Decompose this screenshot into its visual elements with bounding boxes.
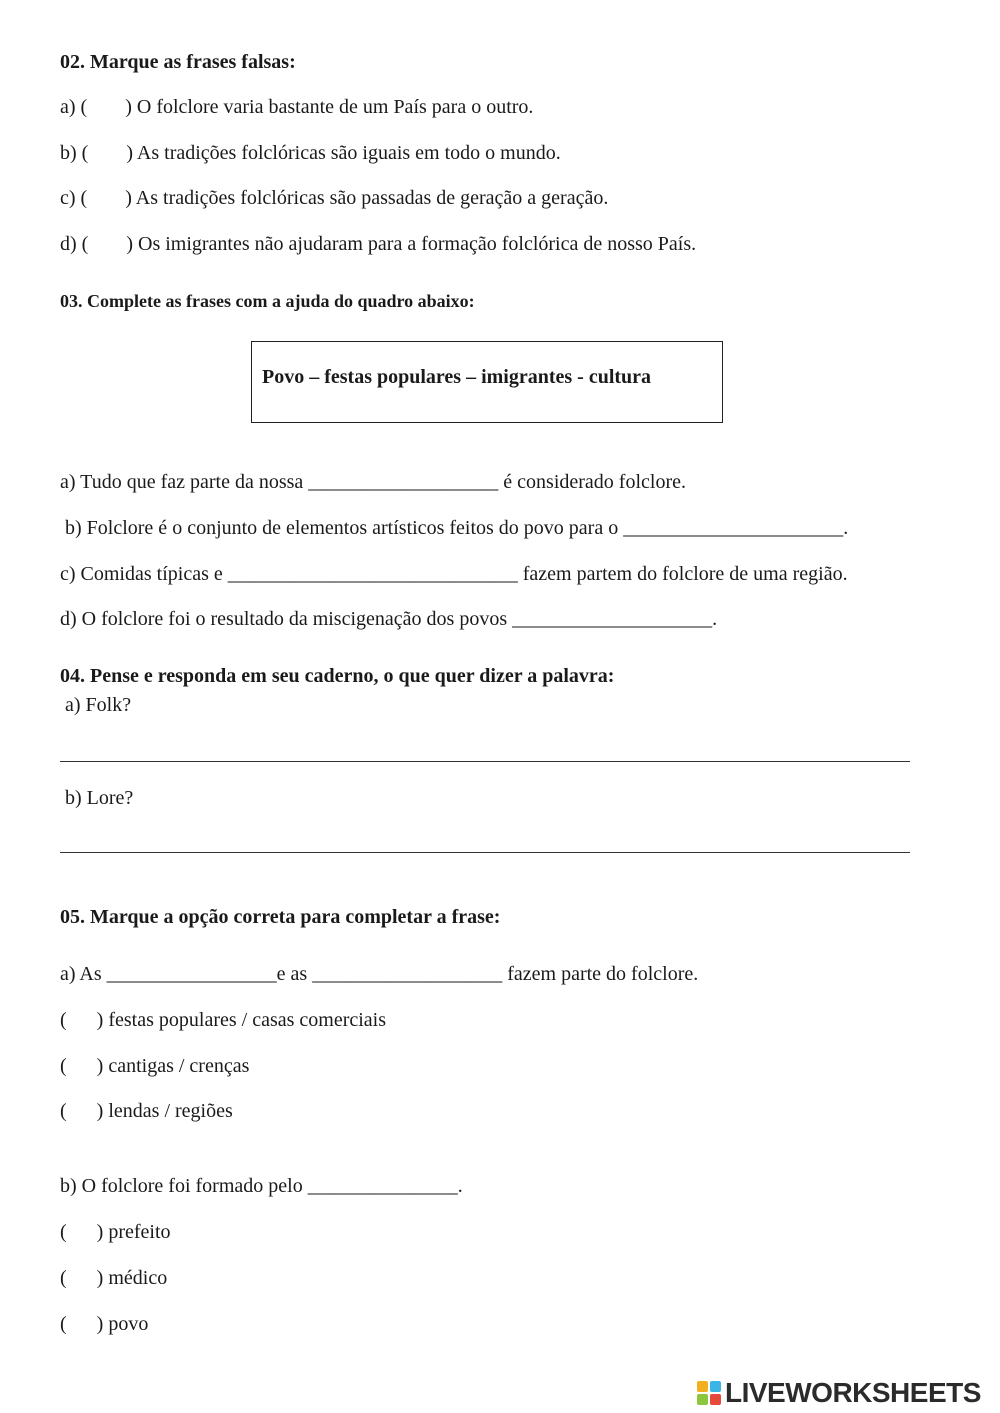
q2-item-text: Os imigrantes não ajudaram para a formação folclórica de nosso País.	[138, 233, 697, 255]
answer-blank[interactable]: ___________________	[312, 963, 503, 985]
q5-b-option-2[interactable]: ( ) médico	[60, 1267, 168, 1289]
word-bank-text: Povo – festas populares – imigrantes - cultura	[262, 366, 652, 388]
q2-title: 02. Marque as frases falsas:	[60, 51, 296, 73]
q5-sentence-a: a) As _________________e as ___________________ fazem parte do folclore.	[60, 963, 699, 985]
q2-item-d: d) ( ) Os imigrantes não ajudaram para a formação folclórica de nosso País.	[60, 233, 697, 255]
q4-title: 04. Pense e responda em seu caderno, o que quer dizer a palavra:	[60, 665, 615, 687]
answer-blank[interactable]: ____________________	[512, 608, 713, 630]
q5-b-option-1[interactable]: ( ) prefeito	[60, 1221, 171, 1243]
q5-a-option-1[interactable]: ( ) festas populares / casas comerciais	[60, 1009, 387, 1031]
q2-item-a: a) ( ) O folclore varia bastante de um País para o outro.	[60, 96, 534, 118]
answer-line-lore[interactable]	[60, 852, 910, 853]
q4-item-a: a) Folk?	[65, 694, 132, 716]
q2-item-text: As tradições folclóricas são iguais em todo o mundo.	[136, 142, 561, 164]
answer-line-folk[interactable]	[60, 761, 910, 762]
q2-item-c: c) ( ) As tradições folclóricas são passadas de geração a geração.	[60, 187, 609, 209]
q3-item-b: b) Folclore é o conjunto de elementos artísticos feitos do povo para o ______________________.	[65, 517, 849, 539]
liveworksheets-logo-icon	[697, 1381, 721, 1405]
q5-a-option-2[interactable]: ( ) cantigas / crenças	[60, 1055, 250, 1077]
answer-blank[interactable]: _____________________________	[227, 563, 518, 585]
answer-blank[interactable]: ___________________	[308, 471, 499, 493]
answer-blank[interactable]: _______________	[307, 1175, 458, 1197]
q2-item-b: b) ( ) As tradições folclóricas são iguais em todo o mundo.	[60, 142, 561, 164]
liveworksheets-logo	[697, 1379, 981, 1407]
answer-blank[interactable]: ______________________	[623, 517, 844, 539]
q2-item-text: As tradições folclóricas são passadas de geração a geração.	[135, 187, 609, 209]
q2-item-text: O folclore varia bastante de um País para o outro.	[136, 96, 534, 118]
q4-item-b: b) Lore?	[65, 787, 134, 809]
q5-sentence-b: b) O folclore foi formado pelo _______________.	[60, 1175, 463, 1197]
q3-item-c: c) Comidas típicas e _____________________________ fazem partem do folclore de uma região.	[60, 563, 848, 585]
q3-item-a: a) Tudo que faz parte da nossa ___________________ é considerado folclore.	[60, 471, 686, 493]
answer-blank[interactable]: _________________	[106, 963, 277, 985]
q5-a-option-3[interactable]: ( ) lendas / regiões	[60, 1100, 233, 1122]
q3-item-d: d) O folclore foi o resultado da miscigenação dos povos ____________________.	[60, 608, 718, 630]
word-bank-box	[251, 341, 723, 423]
q5-title: 05. Marque a opção correta para completar a frase:	[60, 906, 501, 928]
q5-b-option-3[interactable]: ( ) povo	[60, 1313, 149, 1335]
brand-name: LIVEWORKSHEETS	[725, 1377, 981, 1408]
q3-title: 03. Complete as frases com a ajuda do quadro abaixo:	[60, 291, 475, 311]
